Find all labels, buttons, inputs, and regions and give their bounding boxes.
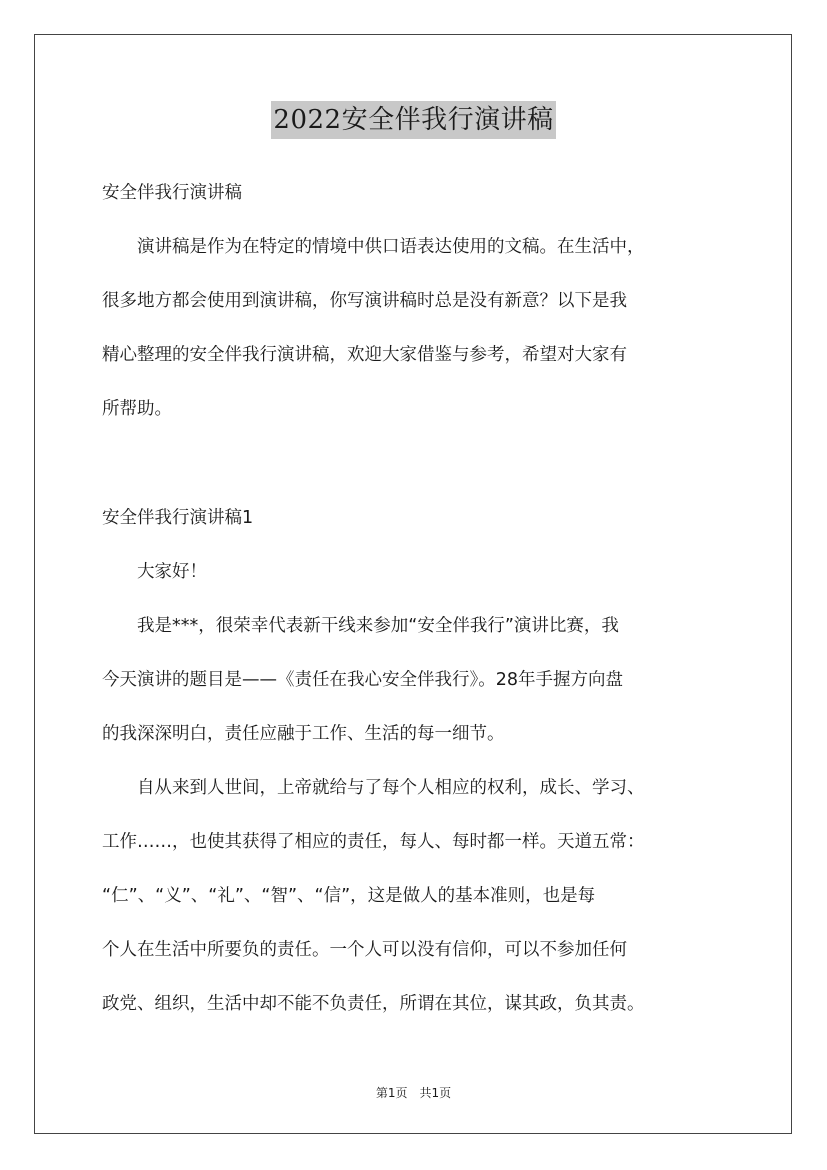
paragraph-line: 所帮助。 (102, 399, 172, 419)
paragraph-line: 工作……，也使其获得了相应的责任，每人、每时都一样。天道五常： (102, 832, 645, 852)
paragraph-line: 的我深深明白，责任应融于工作、生活的每一细节。 (102, 724, 505, 744)
paragraph-line: “仁”、“义”、“礼”、“智”、“信”，这是做人的基本准则，也是每 (102, 886, 596, 906)
subtitle-line: 安全伴我行演讲稿 (102, 183, 242, 203)
page-footer: 第1页 共1页 (375, 1086, 452, 1100)
section-heading: 安全伴我行演讲稿1 (102, 508, 254, 528)
paragraph-line: 自从来到人世间，上帝就给与了每个人相应的权利，成长、学习、 (102, 778, 645, 798)
paragraph-line: 很多地方都会使用到演讲稿，你写演讲稿时总是没有新意？以下是我 (102, 291, 627, 311)
paragraph-line: 政党、组织，生活中却不能不负责任，所谓在其位，谋其政，负其责。 (102, 994, 645, 1014)
paragraph-line: 今天演讲的题目是——《责任在我心安全伴我行》。28年手握方向盘 (102, 670, 624, 690)
title-container (0, 101, 827, 139)
paragraph-line: 大家好！ (102, 562, 207, 582)
paragraph-line: 我是***，很荣幸代表新干线来参加“安全伴我行”演讲比赛，我 (102, 616, 619, 636)
paragraph-line: 精心整理的安全伴我行演讲稿，欢迎大家借鉴与参考，希望对大家有 (102, 345, 627, 365)
paragraph-line: 个人在生活中所要负的责任。一个人可以没有信仰，可以不参加任何 (102, 940, 627, 960)
paragraph-line: 演讲稿是作为在特定的情境中供口语表达使用的文稿。在生活中， (102, 237, 645, 257)
document-title: 2022安全伴我行演讲稿 (271, 101, 555, 139)
